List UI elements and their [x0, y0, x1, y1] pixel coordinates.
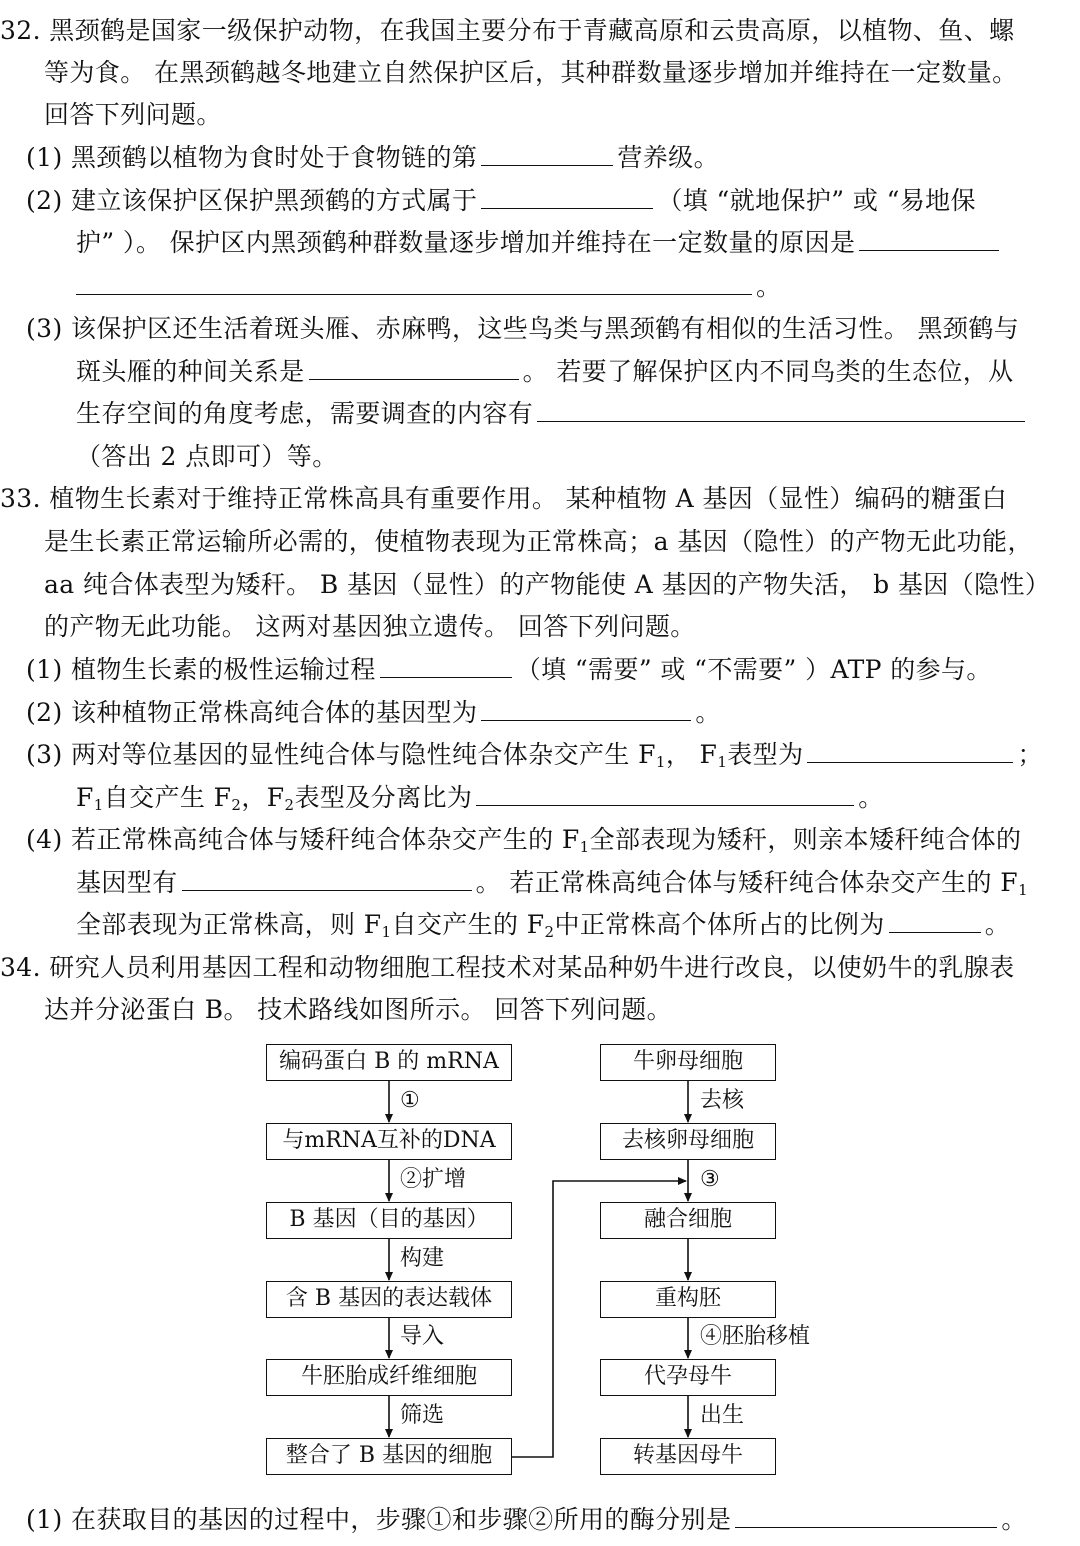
q33-part3-text-c: 表型为: [727, 740, 804, 769]
q32-stem-line3: 回答下列问题。: [44, 100, 222, 129]
flow-step-label: 导入: [400, 1324, 445, 1349]
flow-step-label: ④胚胎移植: [700, 1324, 811, 1349]
q33-part4-text-g: 中正常株高个体所占的比例为: [554, 910, 885, 939]
flow-step-label: ②扩增: [400, 1167, 467, 1192]
flow-box-oocyte: 牛卵母细胞: [600, 1044, 776, 1081]
q33-stem-line3: aa 纯合体表型为矮秆。 B 基因（显性）的产物能使 A 基因的产物失活， b 基因（隐性）: [44, 570, 1051, 599]
q33-part1-text-b: （填 “需要” 或 “不需要” ）ATP 的参与。: [515, 655, 992, 684]
flow-box-surrogate: 代孕母牛: [600, 1359, 776, 1396]
flow-step-label: ③: [700, 1167, 720, 1192]
flow-box-enucleated-oocyte: 去核卵母细胞: [600, 1123, 776, 1160]
q33-part1-text: (1) 植物生长素的极性运输过程: [26, 655, 376, 684]
flow-box-b-gene: B 基因（目的基因）: [266, 1202, 512, 1239]
q32-part2-end: 。: [756, 272, 782, 301]
q33-part4-text-e: 全部表现为正常株高，则 F: [76, 910, 382, 939]
q33-part2-end: 。: [695, 698, 721, 727]
q32-part3-text-c: 。 若要了解保护区内不同鸟类的生态位，从: [522, 357, 1014, 386]
q32-stem-line1: 32. 黑颈鹤是国家一级保护动物，在我国主要分布于青藏高原和云贵高原，以植物、鱼、螺: [0, 16, 1015, 45]
subscript: 1: [655, 753, 666, 771]
q32-part2-text-b: （填 “就地保护” 或 “易地保: [657, 186, 976, 215]
subscript: 1: [93, 796, 104, 814]
q33-part4-text-b: 全部表现为矮秆，则亲本矮秆纯合体的: [589, 825, 1022, 854]
q32-stem-line2: 等为食。 在黑颈鹤越冬地建立自然保护区后，其种群数量逐步增加并维持在一定数量。: [44, 58, 1018, 87]
q32-part2-text-c: 护” ）。 保护区内黑颈鹤种群数量逐步增加并维持在一定数量的原因是: [76, 228, 856, 257]
q33-part3-end: 。: [858, 783, 884, 812]
flow-box-fused-cell: 融合细胞: [600, 1202, 776, 1239]
flow-box-vector: 含 B 基因的表达载体: [266, 1281, 512, 1318]
flow-step-label: 出生: [700, 1403, 745, 1428]
subscript: 1: [381, 923, 392, 941]
q33-part3-text-a: (3) 两对等位基因的显性纯合体与隐性纯合体杂交产生 F: [26, 740, 656, 769]
answer-blank[interactable]: [735, 1503, 997, 1528]
q33-part3-text-b: ， F: [665, 740, 718, 769]
q32-part3: (3) 该保护区还生活着斑头雁、赤麻鸭，这些鸟类与黑颈鹤有相似的生活习性。 黑颈鹤与: [26, 314, 1020, 343]
q32-part3-text-d: 生存空间的角度考虑，需要调查的内容有: [76, 399, 534, 428]
q33-part2-text: (2) 该种植物正常株高纯合体的基因型为: [26, 698, 478, 727]
q33-part4-text-a: (4) 若正常株高纯合体与矮秆纯合体杂交产生的 F: [26, 825, 580, 854]
q34-part1-end: 。: [1001, 1505, 1027, 1534]
flow-box-integrated-cell: 整合了 B 基因的细胞: [266, 1438, 512, 1475]
subscript: 1: [717, 753, 728, 771]
flow-step-label: 构建: [400, 1246, 445, 1271]
subscript: 2: [544, 923, 555, 941]
q34-part1-text: (1) 在获取目的基因的过程中，步骤①和步骤②所用的酶分别是: [26, 1505, 732, 1534]
q32-part2-text: (2) 建立该保护区保护黑颈鹤的方式属于: [26, 186, 478, 215]
q32-part1-text: (1) 黑颈鹤以植物为食时处于食物链的第: [26, 143, 478, 172]
q33-part3-text-h: 表型及分离比为: [294, 783, 473, 812]
q33-part4-text-f: 自交产生的 F: [391, 910, 545, 939]
q33-part3-text-d: ；: [1017, 740, 1043, 769]
flow-box-mrna: 编码蛋白 B 的 mRNA: [266, 1044, 512, 1081]
q34-part1: [26, 1503, 1027, 1537]
subscript: 1: [1018, 881, 1029, 899]
q34-stem-line2: 达并分泌蛋白 B。 技术路线如图所示。 回答下列问题。: [44, 995, 673, 1024]
q32-part1-text-end: 营养级。: [617, 143, 719, 172]
q32-part3-line4: （答出 2 点即可）等。: [76, 442, 338, 471]
q33-part4-end: 。: [984, 910, 1011, 939]
flow-box-reconstructed-embryo: 重构胚: [600, 1281, 776, 1318]
subscript: 1: [579, 838, 590, 856]
flow-step-label: 筛选: [400, 1403, 445, 1428]
q34-stem-line1: 34. 研究人员利用基因工程和动物细胞工程技术对某品种奶牛进行改良，以使奶牛的乳腺表: [0, 953, 1015, 982]
flow-box-transgenic-cow: 转基因母牛: [600, 1438, 776, 1475]
flow-box-cdna: 与mRNA互补的DNA: [266, 1123, 512, 1160]
flow-box-fibroblast: 牛胚胎成纤维细胞: [266, 1359, 512, 1396]
q33-part3-text-e: F: [76, 783, 94, 812]
q33-part3-text-f: 自交产生 F: [103, 783, 232, 812]
q33-part4-text-d: 。 若正常株高纯合体与矮秆纯合体杂交产生的 F: [475, 868, 1019, 897]
flow-step-label: 去核: [700, 1088, 745, 1113]
subscript: 2: [284, 796, 295, 814]
q33-part4-text-c: 基因型有: [76, 868, 178, 897]
q33-stem-line2: 是生长素正常运输所必需的，使植物表现为正常株高；a 基因（隐性）的产物无此功能，: [44, 527, 1033, 556]
flow-step-label: ①: [400, 1088, 420, 1113]
q33-stem-line4: 的产物无此功能。 这两对基因独立遗传。 回答下列问题。: [44, 612, 696, 641]
subscript: 2: [231, 796, 242, 814]
q33-stem-line1: 33. 植物生长素对于维持正常株高具有重要作用。 某种植物 A 基因（显性）编码的糖蛋白: [0, 484, 1008, 513]
q33-part3-text-g: ，F: [241, 783, 285, 812]
q32-part3-text-b: 斑头雁的种间关系是: [76, 357, 305, 386]
